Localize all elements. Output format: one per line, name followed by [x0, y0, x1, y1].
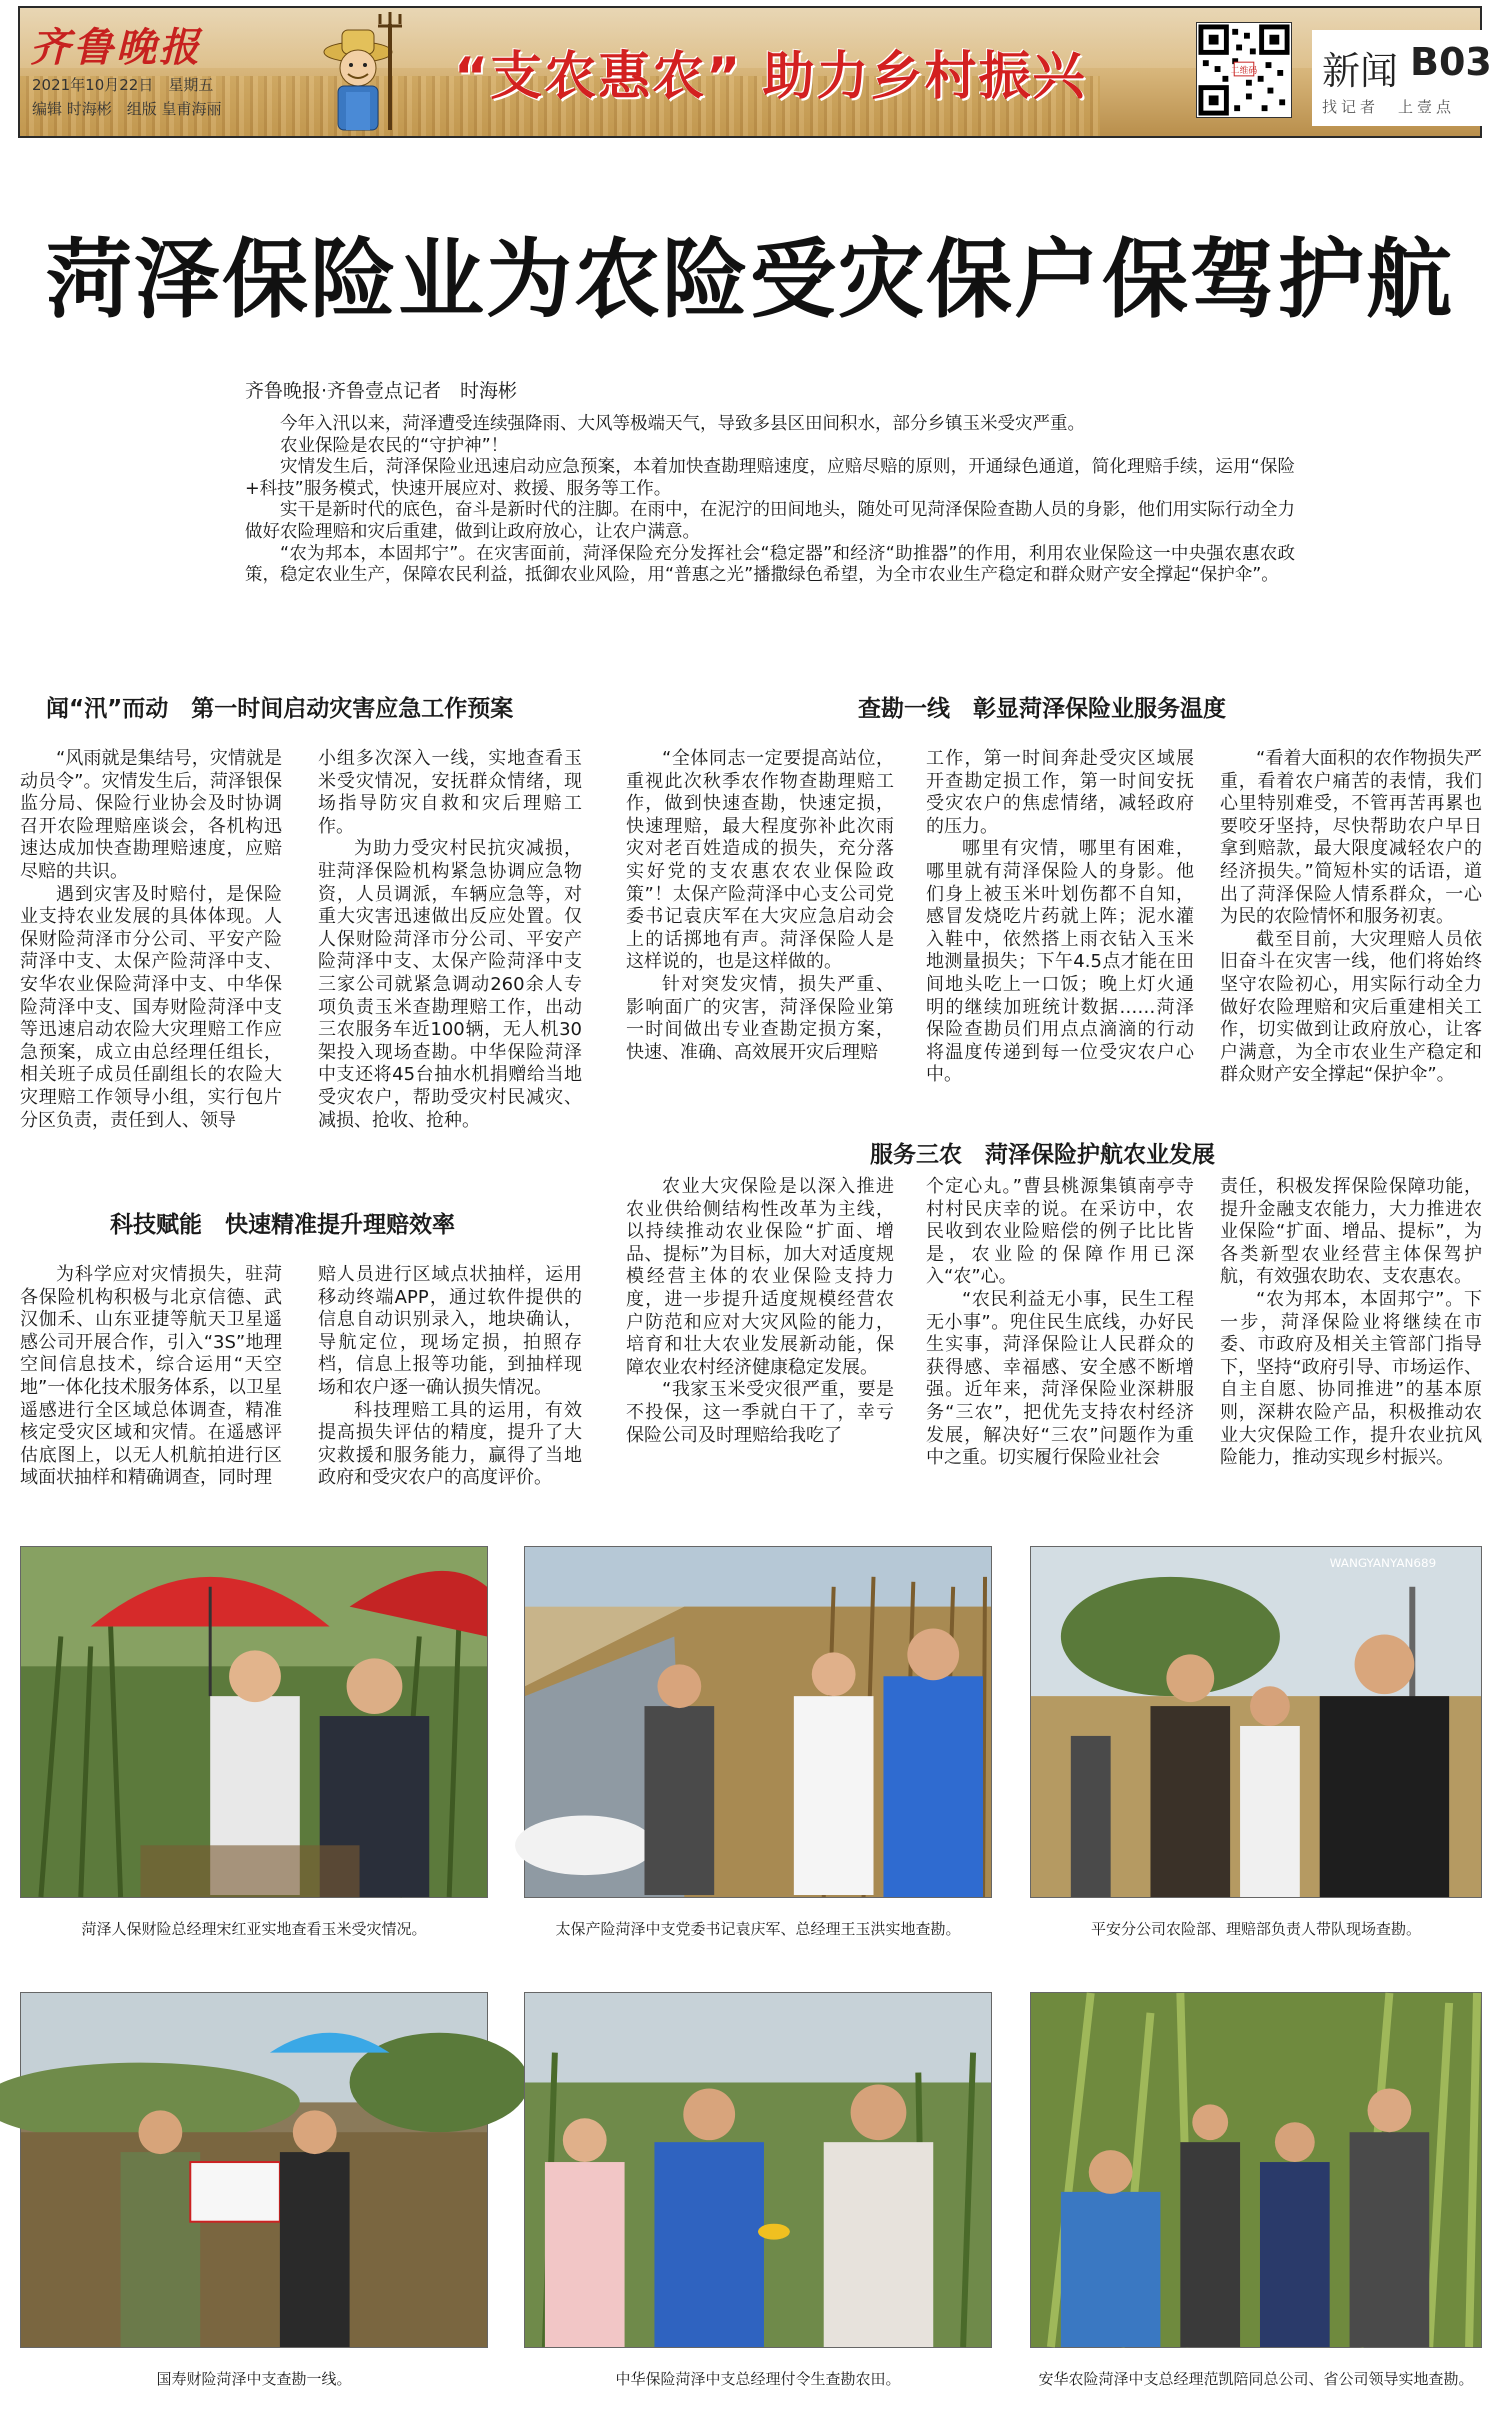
- section2-column-1: [20, 1264, 282, 1500]
- body-paragraph: “农为邦本，本固邦宁”。下一步，菏泽保险业将继续在市委、市政府及相关主管部门指导下，坚持“政府引导、市场运作、自主自愿、协同推进”的基本原则，深耕农险产品，积极推动农业大灾保险工作，提升农业抗风险能力，推动实现乡村振兴。: [1220, 1288, 1482, 1469]
- section4-column-3: [1220, 1176, 1482, 1502]
- photo-anhua-inspection[interactable]: [1030, 1992, 1482, 2348]
- lead-paragraph: “农为邦本，本固邦宁”。在灾害面前，菏泽保险充分发挥社会“稳定器”和经济“助推器”的作用，利用农业保险这一中央强农惠农政策，稳定农业生产，保障农民利益，抵御农业风险，用“普惠之光”播撒绿色希望，为全市农业生产稳定和群众财产安全撑起“保护伞”。: [245, 543, 1295, 586]
- body-paragraph: 截至目前，大灾理赔人员依旧奋斗在灾害一线，他们将始终坚守农险初心，用实际行动全力做好农险理赔和灾后重建相关工作，切实做到让政府放心，让客户满意，为全市农业生产稳定和群众财产安全撑起“保护伞”。: [1220, 928, 1482, 1086]
- body-paragraph: 遇到灾害及时赔付，是保险业支持农业发展的具体体现。人保财险菏泽市分公司、平安产险菏泽中支、太保产险菏泽中支、安华农业保险菏泽中支、中华保险菏泽中支、国寿财险菏泽中支等迅速启动农险大灾理赔工作应急预案，成立由总经理任组长，相关班子成员任副组长的农险大灾理赔工作领导小组，实行包片分区负责，责任到人、领导: [20, 883, 282, 1131]
- body-paragraph: 赔人员进行区域点状抽样，运用移动终端APP，通过软件提供的信息自动识别录入，地块确认，导航定位，现场定损，拍照存档，信息上报等功能，到抽样现场和农户逐一确认损失情况。: [318, 1264, 582, 1398]
- lead-paragraph: 灾情发生后，菏泽保险业迅速启动应急预案，本着加快查勘理赔速度，应赔尽赔的原则，开通绿色通道，简化理赔手续，运用“保险+科技”服务模式，快速开展应对、救援、服务等工作。: [245, 457, 1295, 499]
- body-paragraph: 针对突发灾情，损失严重、影响面广的灾害，菏泽保险业第一时间做出专业查勘定损方案，快速、准确、高效展开灾后理赔: [626, 973, 894, 1063]
- campaign-slogan: “支农惠农” 助力乡村振兴: [454, 47, 1087, 107]
- section4-column-2: [926, 1176, 1194, 1502]
- body-paragraph: 为科学应对灾情损失，驻菏各保险机构积极与北京信德、武汉伽禾、山东亚捷等航天卫星遥感公司开展合作，引入“3S”地理空间信息技术，综合运用“天空地”一体化技术服务体系，以卫星遥感进行全区域总体调查，精准核定受灾区域和灾情。在遥感评估底图上，以无人机航拍进行区域面状抽样和精确调查，同时理: [20, 1264, 282, 1489]
- photo-taibao-inspection[interactable]: [524, 1546, 992, 1898]
- lead-paragraph: 今年入汛以来，菏泽遭受连续强降雨、大风等极端天气，导致多县区田间积水，部分乡镇玉米受灾严重。: [280, 414, 1085, 434]
- section2-column-2: [318, 1264, 582, 1500]
- photo-watermark: WANGYANYAN689: [1329, 1555, 1437, 1570]
- section-title-field-survey: 查勘一线 彰显菏泽保险业服务温度: [858, 696, 1226, 722]
- photo-caption: 太保产险菏泽中支党委书记袁庆军、总经理王玉洪实地查勘。: [555, 1920, 961, 1938]
- section-title-agriculture-service: 服务三农 菏泽保险护航农业发展: [870, 1142, 1215, 1168]
- qr-code[interactable]: [1196, 22, 1292, 118]
- body-paragraph: 小组多次深入一线，实地查看玉米受灾情况，安抚群众情绪，现场指导防灾自救和灾后理赔工作。: [318, 748, 582, 837]
- photo-pingan-inspection[interactable]: [1030, 1546, 1482, 1898]
- body-paragraph: 责任，积极发挥保险保障功能，提升金融支农能力，大力推进农业保险“扩面、增品、提标”，为各类新型农业经营主体保驾护航，有效强农助农、支农惠农。: [1220, 1176, 1482, 1288]
- qr-code-icon: [1197, 23, 1291, 117]
- section1-column-1: [20, 748, 282, 1138]
- section-box: [1312, 30, 1492, 126]
- photo-zhonghua-inspection[interactable]: [524, 1992, 992, 2348]
- body-paragraph: “农民利益无小事，民生工程无小事”。兜住民生底线，办好民生实事，菏泽保险让人民群众的获得感、幸福感、安全感不断增强。近年来，菏泽保险业深耕服务“三农”，把优先支持农村经济发展，解决好“三农”问题作为重中之重。切实履行保险业社会: [926, 1288, 1194, 1469]
- article-headline: 菏泽保险业为农险受灾保户保驾护航: [46, 230, 1454, 330]
- photo-caption: 中华保险菏泽中支总经理付令生查勘农田。: [615, 2370, 901, 2388]
- photo-caption: 安华农险菏泽中支总经理范凯陪同总公司、省公司领导实地查勘。: [1038, 2370, 1474, 2388]
- body-paragraph: “我家玉米受灾很严重，要是不投保，这一季就白干了，幸亏保险公司及时理赔给我吃了: [626, 1379, 894, 1446]
- article-lead: [245, 414, 1295, 587]
- body-paragraph: 科技理赔工具的运用，有效提高损失评估的精度，提升了大灾救援和服务能力，赢得了当地政府和受灾农户的高度评价。: [318, 1399, 582, 1489]
- section1-column-2: [318, 748, 582, 1138]
- farmer-cartoon-icon: [298, 12, 418, 136]
- photo-guoshou-inspection[interactable]: [20, 1992, 488, 2348]
- photo-renbao-inspection[interactable]: [20, 1546, 488, 1898]
- body-paragraph: “全体同志一定要提高站位，重视此次秋季农作物查勘理赔工作，做到快速查勘，快速定损，快速理赔，最大程度弥补此次雨灾对老百姓造成的损失，充分落实好党的支农惠农农业保险政策”！太保产险菏泽中心支公司党委书记袁庆军在大灾应急启动会上的话掷地有声。菏泽保险人是这样说的，也是这样做的。: [626, 748, 894, 973]
- section3-column-2: [926, 748, 1194, 1090]
- body-paragraph: 为助力受灾村民抗灾减损，驻菏泽保险机构紧急协调应急物资，人员调派，车辆应急等，对重大灾害迅速做出反应处置。仅人保财险菏泽市分公司、平安产险菏泽中支、太保产险菏泽中支三家公司就紧急调动260余人专项负责玉米查勘理赔工作，出动三农服务车近100辆，无人机30架投入现场查勘。中华保险菏泽中支还将45台抽水机捐赠给当地受灾农户，帮助受灾村民减灾、减损、抢收、抢种。: [318, 838, 582, 1131]
- section-title-technology: 科技赋能 快速精准提升理赔效率: [110, 1212, 455, 1238]
- body-paragraph: 农业大灾保险是以深入推进农业供给侧结构性改革为主线，以持续推动农业保险“扩面、增品、提标”为目标，加大对适度规模经营主体的农业保险支持力度，进一步提升适度规模经营农户防范和应对大灾风险的能力，培育和壮大农业发展新动能，保障农业农村经济健康稳定发展。: [626, 1176, 894, 1378]
- lead-paragraph: 实干是新时代的底色，奋斗是新时代的注脚。在雨中，在泥泞的田间地头，随处可见菏泽保险查勘人员的身影，他们用实际行动全力做好农险理赔和灾后重建，做到让政府放心，让农户满意。: [245, 500, 1295, 542]
- newspaper-logo[interactable]: 齐鲁晚报: [30, 24, 202, 71]
- body-paragraph: “风雨就是集结号，灾情就是动员令”。灾情发生后，菏泽银保监分局、保险行业协会及时协调召开农险理赔座谈会，各机构迅速达成加快查勘理赔速度，应赔尽赔的共识。: [20, 748, 282, 882]
- page-number: B03: [1410, 40, 1492, 84]
- section4-column-1: [626, 1176, 894, 1502]
- issue-date: 2021年10月22日 星期五: [32, 76, 214, 94]
- masthead-banner: [18, 6, 1492, 138]
- body-paragraph: “看着大面积的农作物损失严重，看着农户痛苦的表情，我们心里特别难受，不管再苦再累也要咬牙坚持，尽快帮助农户早日拿到赔款，最大限度减轻农户的经济损失。”简短朴实的话语，道出了菏泽保险人情系群众，一心为民的农险情怀和服务初衷。: [1220, 748, 1482, 928]
- photo-caption: 菏泽人保财险总经理宋红亚实地查看玉米受灾情况。: [81, 1920, 427, 1938]
- body-paragraph: 个定心丸。”曹县桃源集镇南亭寺村村民庆幸的说。在采访中，农民收到农业险赔偿的例子比比皆是，农业险的保障作用已深入“农”心。: [926, 1176, 1194, 1288]
- lead-paragraph: 农业保险是农民的“守护神”！: [280, 435, 509, 456]
- qr-center-label: 二维码: [1230, 65, 1258, 76]
- article-byline: 齐鲁晚报·齐鲁壹点记者 时海彬: [245, 380, 518, 402]
- section3-column-1: [626, 748, 894, 1090]
- editor-credits: 编辑 时海彬 组版 皇甫海丽: [32, 100, 222, 118]
- section-name: 新闻: [1322, 49, 1399, 93]
- photo-caption: 平安分公司农险部、理赔部负责人带队现场查勘。: [1090, 1920, 1421, 1938]
- body-paragraph: 哪里有灾情，哪里有困难，哪里就有菏泽保险人的身影。他们身上被玉米叶划伤都不自知，感冒发烧吃片药就上阵；泥水灌入鞋中，依然搭上雨衣钻入玉米地测量损失；下午4.5点才能在田间地头吃上一口饭；晚上灯火通明的继续加班统计数据……菏泽保险查勘员们用点点滴滴的行动将温度传递到每一位受灾农户心中。: [926, 838, 1194, 1086]
- body-paragraph: 工作，第一时间奔赴受灾区域展开查勘定损工作，第一时间安抚受灾农户的焦虑情绪，减轻政府的压力。: [926, 748, 1194, 837]
- news-tip-line: 找记者 上壹点: [1322, 98, 1456, 116]
- section-title-response: 闻“汛”而动 第一时间启动灾害应急工作预案: [46, 696, 514, 722]
- section3-column-3: [1220, 748, 1482, 1152]
- photo-caption: 国寿财险菏泽中支查勘一线。: [156, 2370, 352, 2388]
